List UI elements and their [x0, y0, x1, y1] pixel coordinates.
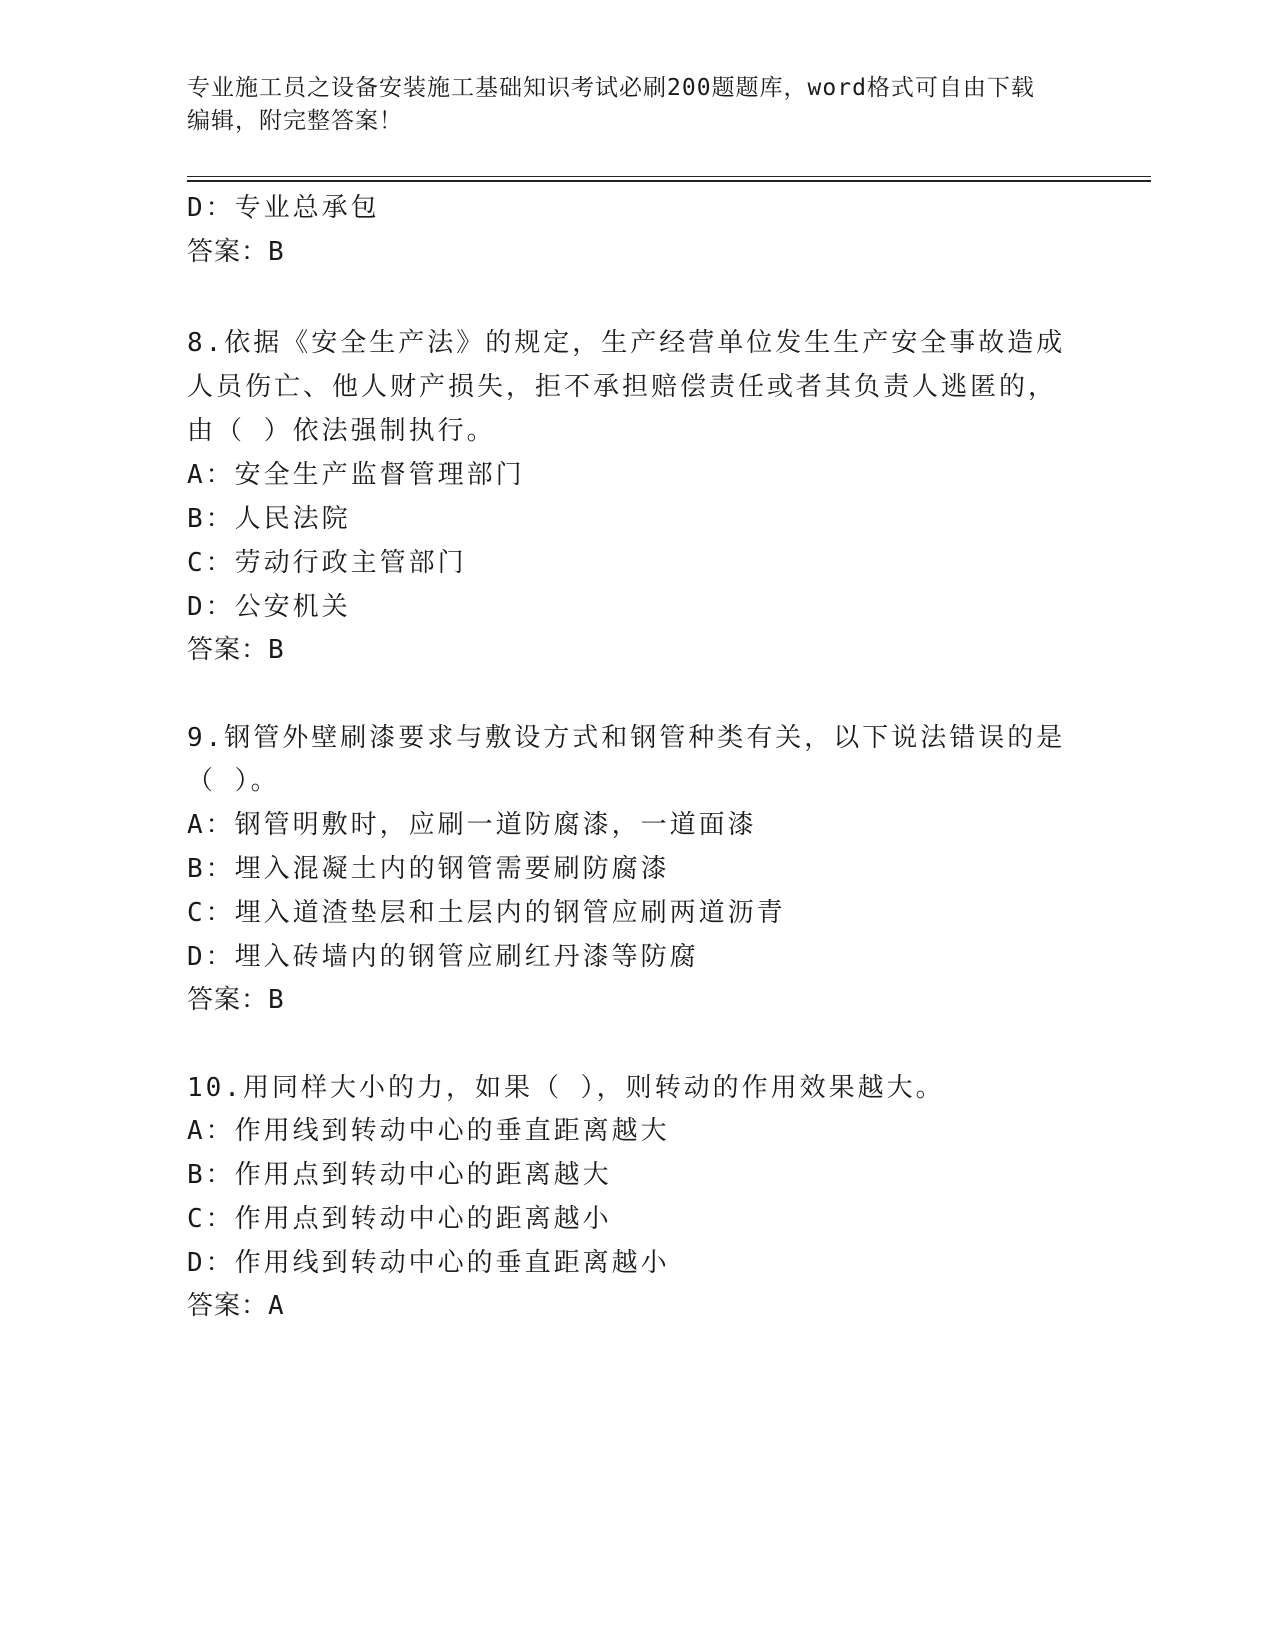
q9-option-b: B：埋入混凝土内的钢管需要刷防腐漆	[187, 854, 670, 884]
q10-stem-line-1: 10.用同样大小的力，如果（ ），则转动的作用效果越大。	[187, 1073, 945, 1103]
q10-option-b: B：作用点到转动中心的距离越大	[187, 1160, 612, 1190]
q9-stem-line-1: 9.钢管外壁刷漆要求与敷设方式和钢管种类有关，以下说法错误的是	[187, 723, 1066, 753]
q10-option-d: D：作用线到转动中心的垂直距离越小	[187, 1248, 670, 1278]
prev-answer: 答案：B	[187, 237, 285, 267]
q10-answer: 答案：A	[187, 1291, 285, 1321]
q8-answer: 答案：B	[187, 635, 285, 665]
q8-option-a: A：安全生产监督管理部门	[187, 460, 525, 490]
q8-option-c: C：劳动行政主管部门	[187, 548, 467, 578]
header-line-2: 编辑，附完整答案！	[187, 108, 403, 134]
q10-option-a: A：作用线到转动中心的垂直距离越大	[187, 1116, 670, 1146]
q9-answer: 答案：B	[187, 985, 285, 1015]
q8-stem-line-1: 8.依据《安全生产法》的规定，生产经营单位发生生产安全事故造成	[187, 328, 1066, 358]
q9-stem-line-2: （ ）。	[187, 766, 280, 796]
q9-option-d: D：埋入砖墙内的钢管应刷红丹漆等防腐	[187, 942, 699, 972]
header-line-1: 专业施工员之设备安装施工基础知识考试必刷200题题库，word格式可自由下载	[187, 75, 1035, 101]
header-divider-thin	[187, 176, 1151, 177]
header-divider-thick	[187, 180, 1151, 182]
document-header	[187, 72, 1087, 138]
q8-stem-line-3: 由（ ）依法强制执行。	[187, 416, 496, 446]
q9-option-c: C：埋入道渣垫层和土层内的钢管应刷两道沥青	[187, 898, 786, 928]
q8-option-b: B：人民法院	[187, 504, 351, 534]
q8-stem-line-2: 人员伤亡、他人财产损失，拒不承担赔偿责任或者其负责人逃匿的，	[187, 372, 1058, 402]
q9-option-a: A：钢管明敷时，应刷一道防腐漆，一道面漆	[187, 810, 757, 840]
q8-option-d: D：公安机关	[187, 592, 351, 622]
prev-option-d: D：专业总承包	[187, 193, 380, 223]
q10-option-c: C：作用点到转动中心的距离越小	[187, 1204, 612, 1234]
